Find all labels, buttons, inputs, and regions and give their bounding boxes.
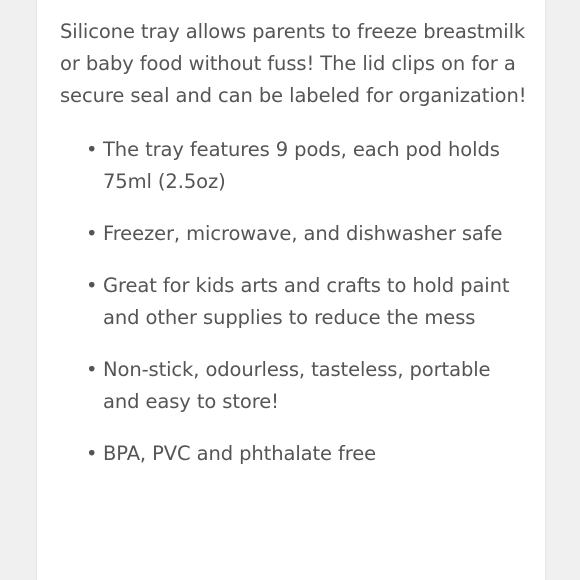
feature-text: Non-stick, odourless, tasteless, portable and easy to store!: [103, 358, 491, 413]
list-item: [60, 134, 530, 198]
product-description: [60, 16, 530, 490]
list-item: [60, 354, 530, 418]
bullet-icon: •: [86, 138, 98, 161]
intro-paragraph: Silicone tray allows parents to freeze breastmilk or baby food without fuss! The lid clips on for a secure seal and can be labeled for organization!: [60, 20, 527, 107]
feature-text: BPA, PVC and phthalate free: [103, 442, 377, 465]
bullet-icon: •: [86, 222, 98, 245]
bullet-icon: •: [86, 358, 98, 381]
feature-text: The tray features 9 pods, each pod holds 75ml (2.5oz): [103, 138, 500, 193]
bullet-icon: •: [86, 442, 98, 465]
feature-text: Freezer, microwave, and dishwasher safe: [103, 222, 503, 245]
list-item: [60, 438, 530, 470]
list-item: [60, 270, 530, 334]
feature-text: Great for kids arts and crafts to hold paint and other supplies to reduce the mess: [103, 274, 510, 329]
bullet-icon: •: [86, 274, 98, 297]
feature-list: [60, 134, 530, 470]
list-item: [60, 218, 530, 250]
